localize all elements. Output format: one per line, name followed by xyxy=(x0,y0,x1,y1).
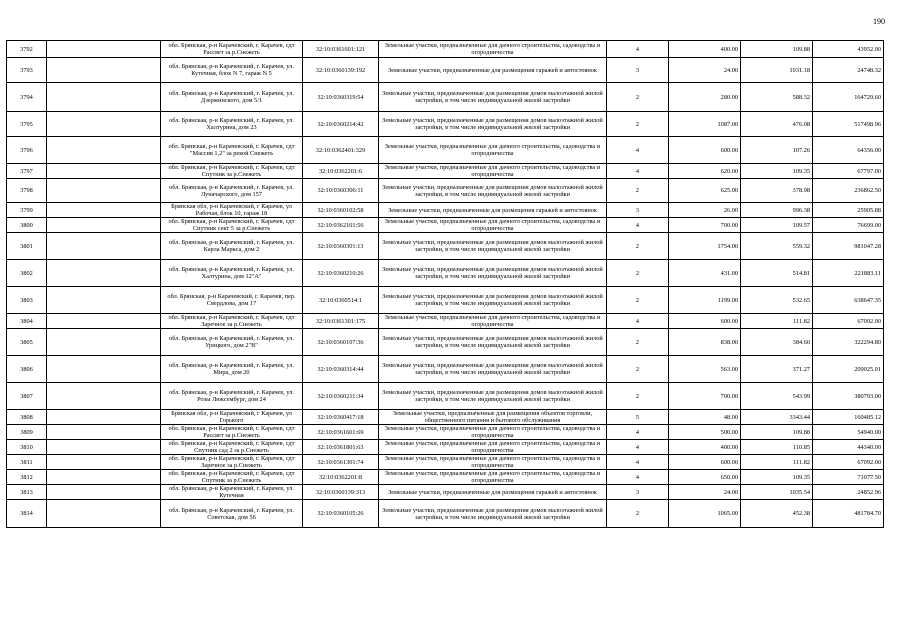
row-number: 3804 xyxy=(7,314,47,329)
category-cell: 2 xyxy=(607,233,669,260)
area-cell: 563.00 xyxy=(669,356,741,383)
area-cell: 838.00 xyxy=(669,329,741,356)
cadastral-value-cell: 43952.00 xyxy=(813,41,884,58)
rate-cell: 996.38 xyxy=(741,203,813,218)
row-number: 3797 xyxy=(7,164,47,179)
rate-cell: 1031.18 xyxy=(741,58,813,83)
spacer-cell xyxy=(47,314,161,329)
row-number: 3796 xyxy=(7,137,47,164)
cadastral-value-cell: 76699.00 xyxy=(813,218,884,233)
land-use-cell: Земельные участки, предназначенные для дачного строительства, садоводства и огородничества xyxy=(379,425,607,440)
cadastral-value-cell: 160485.12 xyxy=(813,410,884,425)
spacer-cell xyxy=(47,260,161,287)
cadastral-value-cell: 164729.60 xyxy=(813,83,884,112)
cadastral-number-cell: 32:10:0360514:1 xyxy=(303,287,379,314)
address-cell: обл. Брянская, р-н Карачевский, г. Карачев, ул. Халтурина, дом 23 xyxy=(161,112,303,137)
spacer-cell xyxy=(47,112,161,137)
address-cell: обл. Брянская, р-н Карачевский, г. Карачев, ул. Мира, дом 20 xyxy=(161,356,303,383)
table-row xyxy=(7,383,884,410)
address-cell: обл. Брянская, р-н Карачевский, г. Карачев, пер. Свердлова, дом 17 xyxy=(161,287,303,314)
table-row xyxy=(7,455,884,470)
category-cell: 4 xyxy=(607,455,669,470)
row-number: 3801 xyxy=(7,233,47,260)
cadastral-value-cell: 638647.35 xyxy=(813,287,884,314)
area-cell: 48.00 xyxy=(669,410,741,425)
cadastral-value-cell: 481784.70 xyxy=(813,500,884,528)
address-cell: Брянская обл, р-н Карачевский, г Карачев, ул Рабочая, блок 10, гараж 18 xyxy=(161,203,303,218)
area-cell: 1199.00 xyxy=(669,287,741,314)
cadastral-number-cell: 32:10:0360139:192 xyxy=(303,58,379,83)
cadastral-value-cell: 322294.80 xyxy=(813,329,884,356)
rate-cell: 109.57 xyxy=(741,218,813,233)
cadastral-value-cell: 221883.11 xyxy=(813,260,884,287)
cadastral-number-cell: 32:10:0361601:69 xyxy=(303,425,379,440)
cadastral-value-cell: 24748.32 xyxy=(813,58,884,83)
row-number: 3794 xyxy=(7,83,47,112)
rate-cell: 532.65 xyxy=(741,287,813,314)
rate-cell: 107.26 xyxy=(741,137,813,164)
spacer-cell xyxy=(47,425,161,440)
area-cell: 650.00 xyxy=(669,470,741,485)
category-cell: 2 xyxy=(607,260,669,287)
rate-cell: 588.32 xyxy=(741,83,813,112)
rate-cell: 559.32 xyxy=(741,233,813,260)
cadastral-number-cell: 32:10:0362401:329 xyxy=(303,137,379,164)
cadastral-number-cell: 32:10:0360301:13 xyxy=(303,233,379,260)
spacer-cell xyxy=(47,83,161,112)
cadastral-number-cell: 32:10:0360319:54 xyxy=(303,83,379,112)
rate-cell: 110.85 xyxy=(741,440,813,455)
table-row xyxy=(7,314,884,329)
spacer-cell xyxy=(47,500,161,528)
category-cell: 4 xyxy=(607,425,669,440)
land-use-cell: Земельные участки, предназначенные для дачного строительства, садоводства и огородничества xyxy=(379,137,607,164)
land-use-cell: Земельные участки, предназначенные для размещения домов малоэтажной жилой застройки, в том числе индивидуальной жилой застройки xyxy=(379,179,607,203)
cadastral-number-cell: 32:10:0361601:121 xyxy=(303,41,379,58)
area-cell: 600.00 xyxy=(669,314,741,329)
page-number: 190 xyxy=(873,17,885,26)
address-cell: обл. Брянская, р-н Карачевский, г. Карачев, сдт Заречное за р.Снежеть xyxy=(161,455,303,470)
table-row xyxy=(7,41,884,58)
area-cell: 24.00 xyxy=(669,58,741,83)
spacer-cell xyxy=(47,485,161,500)
rate-cell: 452.38 xyxy=(741,500,813,528)
land-use-cell: Земельные участки, предназначенные для дачного строительства, садоводства и огородничества xyxy=(379,470,607,485)
category-cell: 4 xyxy=(607,440,669,455)
cadastral-value-cell: 67797.00 xyxy=(813,164,884,179)
area-cell: 600.00 xyxy=(669,137,741,164)
rate-cell: 371.27 xyxy=(741,356,813,383)
table-body xyxy=(7,41,884,528)
spacer-cell xyxy=(47,383,161,410)
category-cell: 4 xyxy=(607,41,669,58)
cadastral-value-cell: 209025.01 xyxy=(813,356,884,383)
address-cell: обл. Брянская, р-н Карачевский, г. Карачев, ул. Халтурина, дом 12"А" xyxy=(161,260,303,287)
table-row xyxy=(7,470,884,485)
cadastral-value-cell: 380793.00 xyxy=(813,383,884,410)
table-row xyxy=(7,260,884,287)
cadastral-value-cell: 67092.00 xyxy=(813,314,884,329)
address-cell: обл. Брянская, р-н Карачевский, г. Карачев, сдт Спутник за р.Снежеть xyxy=(161,164,303,179)
category-cell: 2 xyxy=(607,500,669,528)
address-cell: обл. Брянская, р-н Карачевский, г. Карачев, сдт Спутник сект 5 за р.Снежеть xyxy=(161,218,303,233)
spacer-cell xyxy=(47,164,161,179)
rate-cell: 3343.44 xyxy=(741,410,813,425)
rate-cell: 109.35 xyxy=(741,470,813,485)
cadastral-value-cell: 54940.00 xyxy=(813,425,884,440)
address-cell: обл. Брянская, р-н Карачевский, г. Карачев, сдт Спутник за р.Снежеть xyxy=(161,470,303,485)
cadastral-value-cell: 981047.28 xyxy=(813,233,884,260)
spacer-cell xyxy=(47,41,161,58)
land-use-cell: Земельные участки, предназначенные для размещения гаражей и автостоянок xyxy=(379,58,607,83)
table-row xyxy=(7,356,884,383)
land-use-cell: Земельные участки, предназначенные для дачного строительства, садоводства и огородничества xyxy=(379,164,607,179)
cadastral-value-cell: 67092.00 xyxy=(813,455,884,470)
row-number: 3812 xyxy=(7,470,47,485)
table-row xyxy=(7,137,884,164)
spacer-cell xyxy=(47,470,161,485)
address-cell: обл. Брянская, р-н Карачевский, г. Карачев, ул. Советская, дом 56 xyxy=(161,500,303,528)
address-cell: обл. Брянская, р-н Карачевский, г. Карачев, ул. Луначарского, дом 157 xyxy=(161,179,303,203)
area-cell: 700.00 xyxy=(669,383,741,410)
area-cell: 620.00 xyxy=(669,164,741,179)
cadastral-number-cell: 32:10:0362101:56 xyxy=(303,218,379,233)
area-cell: 700.00 xyxy=(669,218,741,233)
row-number: 3809 xyxy=(7,425,47,440)
table-row xyxy=(7,179,884,203)
land-use-cell: Земельные участки, предназначенные для дачного строительства, садоводства и огородничества xyxy=(379,455,607,470)
cadastral-number-cell: 32:10:0360211:34 xyxy=(303,383,379,410)
rate-cell: 109.88 xyxy=(741,425,813,440)
cadastral-value-cell: 44340.00 xyxy=(813,440,884,455)
spacer-cell xyxy=(47,233,161,260)
land-use-cell: Земельные участки, предназначенные для размещения гаражей и автостоянок xyxy=(379,485,607,500)
land-use-cell: Земельные участки, предназначенные для размещения домов малоэтажной жилой застройки, в том числе индивидуальной жилой застройки xyxy=(379,383,607,410)
address-cell: обл. Брянская, р-н Карачевский, г. Карачев, сдт "Массив 1,2" за рекой Снежеть xyxy=(161,137,303,164)
row-number: 3800 xyxy=(7,218,47,233)
area-cell: 24.00 xyxy=(669,485,741,500)
land-registry-table xyxy=(6,40,884,528)
address-cell: обл. Брянская, р-н Карачевский, г. Карачев, сдт Рассвет за р.Снежеть xyxy=(161,41,303,58)
area-cell: 600.00 xyxy=(669,455,741,470)
row-number: 3803 xyxy=(7,287,47,314)
land-use-cell: Земельные участки, предназначенные для размещения домов малоэтажной жилой застройки, в том числе индивидуальной жилой застройки xyxy=(379,112,607,137)
address-cell: обл. Брянская, р-н Карачевский, г. Карачев, ул. Кутечная, блок N 7, гараж N 5 xyxy=(161,58,303,83)
cadastral-value-cell: 64356.00 xyxy=(813,137,884,164)
table-row xyxy=(7,410,884,425)
row-number: 3806 xyxy=(7,356,47,383)
table-row xyxy=(7,287,884,314)
land-use-cell: Земельные участки, предназначенные для размещения домов малоэтажной жилой застройки, в том числе индивидуальной жилой застройки xyxy=(379,500,607,528)
row-number: 3811 xyxy=(7,455,47,470)
row-number: 3810 xyxy=(7,440,47,455)
area-cell: 1087.00 xyxy=(669,112,741,137)
land-use-cell: Земельные участки, предназначенные для дачного строительства, садоводства и огородничества xyxy=(379,440,607,455)
category-cell: 3 xyxy=(607,485,669,500)
address-cell: обл. Брянская, р-н Карачевский, г. Карачев, сдт Заречное за р.Снежеть xyxy=(161,314,303,329)
address-cell: обл. Брянская, р-н Карачевский, г. Карачев, ул. Урицкого, дом 2"В" xyxy=(161,329,303,356)
category-cell: 2 xyxy=(607,287,669,314)
spacer-cell xyxy=(47,410,161,425)
row-number: 3814 xyxy=(7,500,47,528)
spacer-cell xyxy=(47,203,161,218)
cadastral-number-cell: 32:10:0361301:74 xyxy=(303,455,379,470)
row-number: 3792 xyxy=(7,41,47,58)
rate-cell: 378.98 xyxy=(741,179,813,203)
address-cell: обл. Брянская, р-н Карачевский, г. Карачев, ул. Дзержинского, дом 5/1 xyxy=(161,83,303,112)
land-use-cell: Земельные участки, предназначенные для дачного строительства, садоводства и огородничества xyxy=(379,314,607,329)
land-use-cell: Земельные участки, предназначенные для размещения домов малоэтажной жилой застройки, в том числе индивидуальной жилой застройки xyxy=(379,356,607,383)
row-number: 3795 xyxy=(7,112,47,137)
address-cell: обл. Брянская, р-н Карачевский, г. Карачев, сдт Рассвет за р.Снежеть xyxy=(161,425,303,440)
table-row xyxy=(7,425,884,440)
land-use-cell: Земельные участки, предназначенные для дачного строительства, садоводства и огородничества xyxy=(379,41,607,58)
category-cell: 5 xyxy=(607,410,669,425)
row-number: 3799 xyxy=(7,203,47,218)
area-cell: 431.00 xyxy=(669,260,741,287)
address-cell: обл. Брянская, р-н Карачевский, г. Карачев, ул. Кутечная xyxy=(161,485,303,500)
land-use-cell: Земельные участки, предназначенные для дачного строительства, садоводства и огородничества xyxy=(379,218,607,233)
category-cell: 2 xyxy=(607,112,669,137)
cadastral-number-cell: 32:10:0360107:36 xyxy=(303,329,379,356)
rate-cell: 384.60 xyxy=(741,329,813,356)
address-cell: обл. Брянская, р-н Карачевский, г. Карачев, сдт Спутник сад 2 за р.Снежеть xyxy=(161,440,303,455)
land-use-cell: Земельные участки, предназначенные для размещения домов малоэтажной жилой застройки, в том числе индивидуальной жилой застройки xyxy=(379,260,607,287)
cadastral-value-cell: 25905.88 xyxy=(813,203,884,218)
rate-cell: 476.08 xyxy=(741,112,813,137)
table-row xyxy=(7,58,884,83)
land-use-cell: Земельные участки, предназначенные для размещения домов малоэтажной жилой застройки, в том числе индивидуальной жилой застройки xyxy=(379,233,607,260)
cadastral-number-cell: 32:10:0360102:58 xyxy=(303,203,379,218)
category-cell: 3 xyxy=(607,203,669,218)
spacer-cell xyxy=(47,137,161,164)
table-row xyxy=(7,233,884,260)
cadastral-number-cell: 32:10:0361301:175 xyxy=(303,314,379,329)
land-use-cell: Земельные участки, предназначенные для размещения гаражей и автостоянок xyxy=(379,203,607,218)
category-cell: 2 xyxy=(607,383,669,410)
area-cell: 26.00 xyxy=(669,203,741,218)
category-cell: 4 xyxy=(607,218,669,233)
rate-cell: 109.88 xyxy=(741,41,813,58)
table-row xyxy=(7,203,884,218)
row-number: 3793 xyxy=(7,58,47,83)
area-cell: 1754.00 xyxy=(669,233,741,260)
cadastral-number-cell: 32:10:0360306:11 xyxy=(303,179,379,203)
spacer-cell xyxy=(47,329,161,356)
table-row xyxy=(7,485,884,500)
category-cell: 3 xyxy=(607,58,669,83)
rate-cell: 111.82 xyxy=(741,455,813,470)
cadastral-number-cell: 32:10:0362201:6 xyxy=(303,164,379,179)
table-row xyxy=(7,440,884,455)
address-cell: Брянская обл, р-н Карачевский, г Карачев, ул Горького xyxy=(161,410,303,425)
cadastral-number-cell: 32:10:0360314:44 xyxy=(303,356,379,383)
category-cell: 2 xyxy=(607,356,669,383)
cadastral-value-cell: 517498.96 xyxy=(813,112,884,137)
cadastral-number-cell: 32:10:0360417:18 xyxy=(303,410,379,425)
row-number: 3813 xyxy=(7,485,47,500)
cadastral-number-cell: 32:10:0360214:42 xyxy=(303,112,379,137)
cadastral-value-cell: 24852.96 xyxy=(813,485,884,500)
spacer-cell xyxy=(47,356,161,383)
rate-cell: 514.81 xyxy=(741,260,813,287)
table-row xyxy=(7,83,884,112)
category-cell: 4 xyxy=(607,314,669,329)
category-cell: 4 xyxy=(607,164,669,179)
area-cell: 500.00 xyxy=(669,425,741,440)
category-cell: 4 xyxy=(607,137,669,164)
cadastral-number-cell: 32:10:0361801:63 xyxy=(303,440,379,455)
spacer-cell xyxy=(47,179,161,203)
rate-cell: 111.82 xyxy=(741,314,813,329)
spacer-cell xyxy=(47,440,161,455)
category-cell: 2 xyxy=(607,179,669,203)
rate-cell: 109.35 xyxy=(741,164,813,179)
area-cell: 625.00 xyxy=(669,179,741,203)
rate-cell: 1035.54 xyxy=(741,485,813,500)
cadastral-number-cell: 32:10:0360139:313 xyxy=(303,485,379,500)
land-use-cell: Земельные участки, предназначенные для размещения домов малоэтажной жилой застройки, в том числе индивидуальной жилой застройки xyxy=(379,329,607,356)
address-cell: обл. Брянская, р-н Карачевский, г. Карачев, ул. Карла Маркса, дом 2 xyxy=(161,233,303,260)
cadastral-number-cell: 32:10:0362201:8 xyxy=(303,470,379,485)
table-row xyxy=(7,218,884,233)
cadastral-number-cell: 32:10:0360105:26 xyxy=(303,500,379,528)
land-use-cell: Земельные участки, предназначенные для размещения домов малоэтажной жилой застройки, в том числе индивидуальной жилой застройки xyxy=(379,83,607,112)
category-cell: 2 xyxy=(607,329,669,356)
row-number: 3807 xyxy=(7,383,47,410)
land-use-cell: Земельные участки, предназначенные для размещения объектов торговли, общественного питания и бытового обслуживания xyxy=(379,410,607,425)
cadastral-value-cell: 71077.50 xyxy=(813,470,884,485)
table-row xyxy=(7,112,884,137)
area-cell: 400.00 xyxy=(669,41,741,58)
spacer-cell xyxy=(47,58,161,83)
spacer-cell xyxy=(47,455,161,470)
land-use-cell: Земельные участки, предназначенные для размещения домов малоэтажной жилой застройки, в том числе индивидуальной жилой застройки xyxy=(379,287,607,314)
cadastral-value-cell: 236862.50 xyxy=(813,179,884,203)
row-number: 3802 xyxy=(7,260,47,287)
area-cell: 400.00 xyxy=(669,440,741,455)
category-cell: 4 xyxy=(607,470,669,485)
area-cell: 1065.00 xyxy=(669,500,741,528)
spacer-cell xyxy=(47,218,161,233)
table-row xyxy=(7,329,884,356)
row-number: 3808 xyxy=(7,410,47,425)
table-row xyxy=(7,500,884,528)
row-number: 3798 xyxy=(7,179,47,203)
area-cell: 280.00 xyxy=(669,83,741,112)
category-cell: 2 xyxy=(607,83,669,112)
table-row xyxy=(7,164,884,179)
spacer-cell xyxy=(47,287,161,314)
rate-cell: 543.99 xyxy=(741,383,813,410)
row-number: 3805 xyxy=(7,329,47,356)
address-cell: обл. Брянская, р-н Карачевский, г. Карачев, ул. Розы Люксембург, дом 24 xyxy=(161,383,303,410)
cadastral-number-cell: 32:10:0360210:26 xyxy=(303,260,379,287)
